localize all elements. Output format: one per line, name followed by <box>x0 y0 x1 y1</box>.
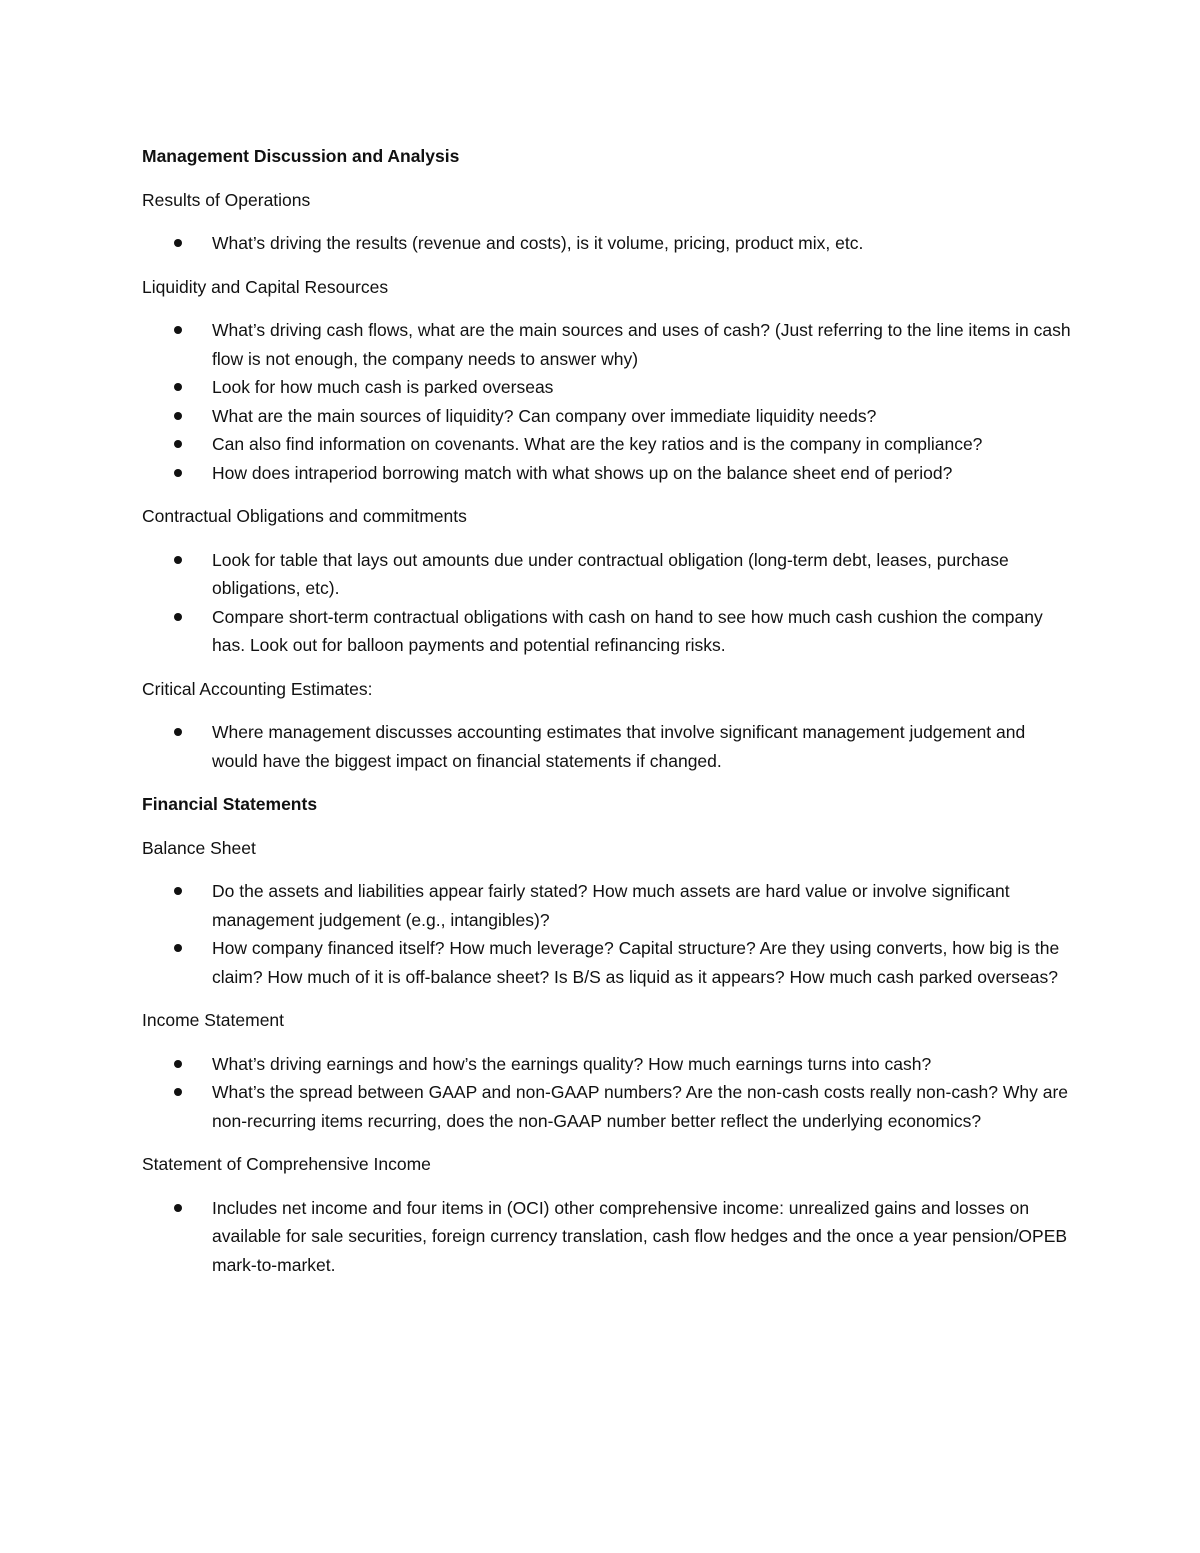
list-item-text: Can also find information on covenants. What are the key ratios and is the company in compliance? <box>212 434 983 454</box>
bullet-icon <box>174 613 182 621</box>
list-item-text: What are the main sources of liquidity? Can company over immediate liquidity needs? <box>212 405 877 426</box>
list-item-text: Look for table that lays out amounts due under contractual obligation (long-term debt, leases, purchase obligations, etc). <box>212 549 1009 598</box>
heading-results-of-operations: Results of Operations <box>142 189 311 210</box>
bullet-icon <box>174 944 182 952</box>
bullet-icon <box>174 1204 182 1212</box>
list-item-text: Look for how much cash is parked overseas <box>212 377 554 397</box>
bullet-icon <box>174 1060 182 1068</box>
list-comprehensive-income <box>142 1194 1072 1280</box>
bullet-icon <box>174 326 182 334</box>
heading-critical-accounting-estimates: Critical Accounting Estimates: <box>142 678 373 699</box>
bullet-icon <box>174 728 182 736</box>
list-item <box>142 1050 1072 1079</box>
list-item-text: Compare short-term contractual obligations with cash on hand to see how much cash cushion the company has. Look out for balloon payments and potential refinancing risks. <box>212 606 1043 655</box>
list-item <box>142 373 1072 402</box>
list-item-text: What’s the spread between GAAP and non-GAAP numbers? Are the non-cash costs really non-cash? Why are non-recurring items recurring, does the non-GAAP number better reflect the underlying economics? <box>212 1082 1069 1131</box>
bullet-icon <box>174 383 182 391</box>
list-results-of-operations <box>142 229 1072 258</box>
list-critical-accounting-estimates <box>142 718 1072 775</box>
heading-balance-sheet: Balance Sheet <box>142 837 256 858</box>
list-item <box>142 1194 1072 1280</box>
list-item-text: Do the assets and liabilities appear fairly stated? How much assets are hard value or involve significant management judgement (e.g., intangibles)? <box>212 881 1010 930</box>
list-item-text: What’s driving cash flows, what are the main sources and uses of cash? (Just referring to the line items in cash flow is not enough, the company needs to answer why) <box>212 320 1071 369</box>
list-balance-sheet <box>142 877 1072 991</box>
list-item-text: Where management discusses accounting estimates that involve significant management judgement and would have the biggest impact on financial statements if changed. <box>212 722 1026 771</box>
list-item <box>142 430 1072 459</box>
bullet-icon <box>174 440 182 448</box>
list-item-text: How does intraperiod borrowing match with what shows up on the balance sheet end of period? <box>212 462 953 483</box>
list-income-statement <box>142 1050 1072 1136</box>
list-item-text: How company financed itself? How much leverage? Capital structure? Are they using converts, how big is the claim? How much of it is off-balance sheet? Is B/S as liquid as it appears? How much cash parked overseas? <box>212 938 1060 987</box>
bullet-icon <box>174 887 182 895</box>
bullet-icon <box>174 469 182 477</box>
heading-mdna: Management Discussion and Analysis <box>142 146 460 166</box>
list-item <box>142 877 1072 934</box>
list-item <box>142 316 1072 373</box>
list-item <box>142 934 1072 991</box>
list-item-text: What’s driving earnings and how’s the earnings quality? How much earnings turns into cash? <box>212 1053 932 1074</box>
list-item <box>142 459 1072 488</box>
bullet-icon <box>174 239 182 247</box>
list-contractual-obligations <box>142 546 1072 660</box>
list-item-text: Includes net income and four items in (OCI) other comprehensive income: unrealized gains and losses on available for sale securities, foreign currency translation, cash flow hedges and the once a year pension/OPEB mark-to-market. <box>212 1197 1068 1275</box>
bullet-icon <box>174 1088 182 1096</box>
bullet-icon <box>174 412 182 420</box>
list-item <box>142 1078 1072 1135</box>
heading-financial-statements: Financial Statements <box>142 794 318 814</box>
list-item <box>142 603 1072 660</box>
heading-comprehensive-income: Statement of Comprehensive Income <box>142 1154 431 1174</box>
list-item <box>142 718 1072 775</box>
list-item <box>142 229 1072 258</box>
list-item-text: What’s driving the results (revenue and costs), is it volume, pricing, product mix, etc. <box>212 233 864 253</box>
document-page <box>142 142 1072 1294</box>
heading-liquidity: Liquidity and Capital Resources <box>142 276 389 297</box>
bullet-icon <box>174 556 182 564</box>
heading-contractual-obligations: Contractual Obligations and commitments <box>142 506 467 526</box>
heading-income-statement: Income Statement <box>142 1010 285 1030</box>
list-item <box>142 546 1072 603</box>
list-liquidity <box>142 316 1072 487</box>
list-item <box>142 402 1072 431</box>
